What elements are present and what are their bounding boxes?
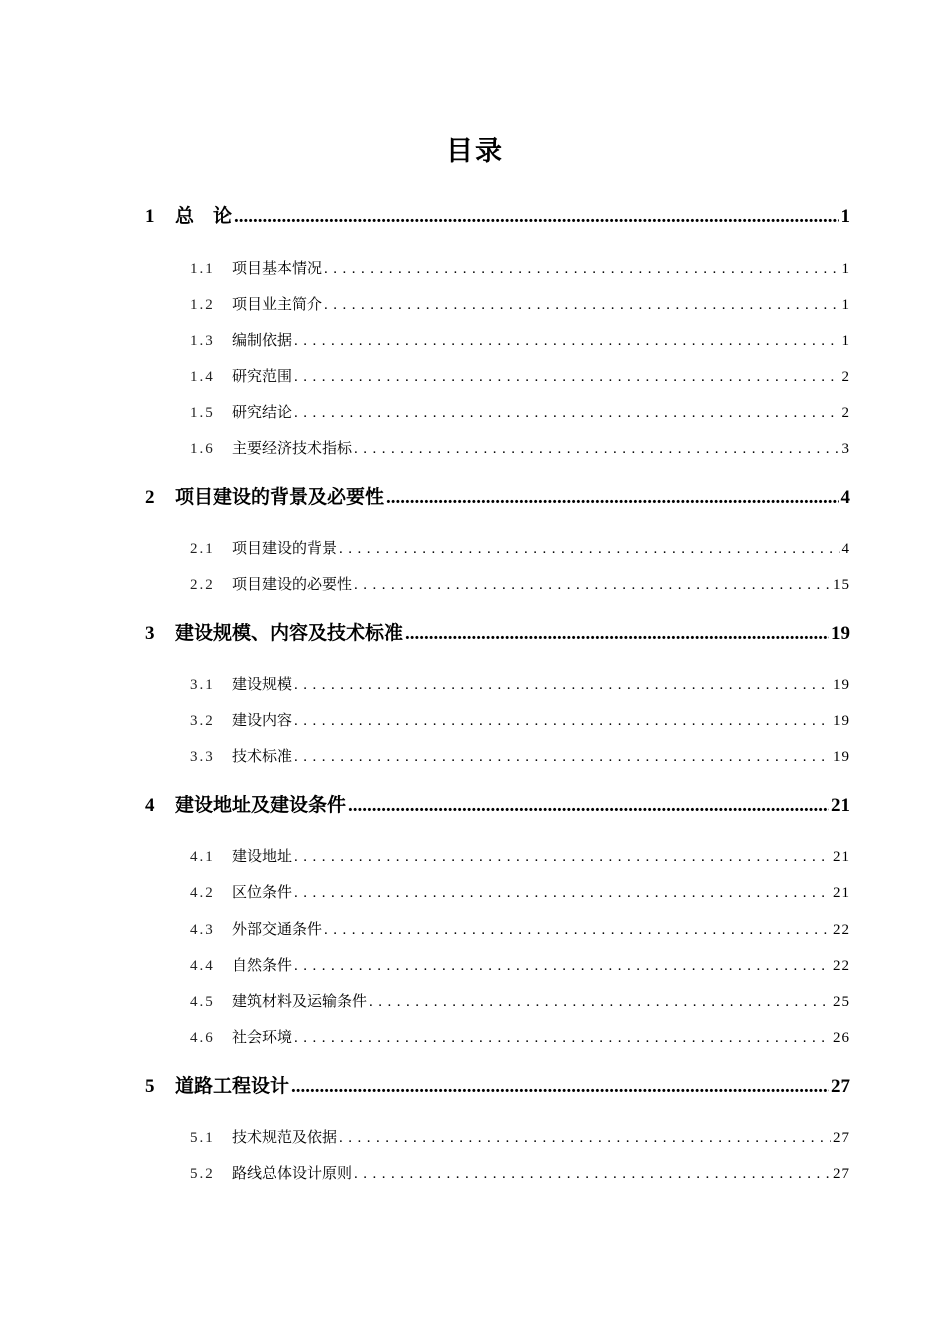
toc-number: 3.3: [190, 749, 215, 765]
toc-label: 建设规模: [232, 675, 293, 693]
toc-page: 21: [833, 885, 850, 901]
toc-number: 4.2: [190, 885, 215, 901]
toc-label: 项目建设的必要性: [232, 575, 353, 593]
toc-number: 1.5: [190, 405, 215, 421]
toc-section[interactable]: [190, 953, 850, 977]
toc-leader: [348, 791, 829, 821]
toc-label: 建设规模、内容及技术标准: [175, 622, 404, 644]
toc-section[interactable]: [190, 744, 850, 768]
toc-leader: [354, 573, 831, 597]
toc-label: 社会环境: [232, 1028, 293, 1046]
toc-label: 道路工程设计: [175, 1075, 290, 1097]
toc-page: 22: [833, 958, 850, 974]
toc-number: 5.2: [190, 1166, 215, 1182]
toc-leader: [324, 918, 831, 942]
toc-label: 主要经济技术指标: [232, 439, 353, 457]
toc-page: 25: [833, 994, 850, 1010]
toc-number: 4.3: [190, 922, 215, 938]
toc-label: 建设地址: [232, 847, 293, 865]
toc-section[interactable]: [190, 436, 850, 460]
toc-label: 建设内容: [232, 711, 293, 729]
toc-label: 项目建设的背景及必要性: [175, 486, 385, 508]
toc-section[interactable]: [190, 1161, 850, 1185]
toc-number: 1.1: [190, 261, 215, 277]
toc-leader: [294, 1026, 831, 1050]
toc-label: 总 论: [175, 205, 233, 227]
toc-section[interactable]: [190, 880, 850, 904]
toc-label: 编制依据: [232, 331, 293, 349]
toc-section[interactable]: [190, 1025, 850, 1049]
toc-page: 21: [831, 795, 850, 816]
toc-label: 技术规范及依据: [232, 1128, 338, 1146]
toc-page: 2: [841, 405, 850, 421]
toc-number: 4: [145, 795, 155, 816]
toc-section[interactable]: [190, 536, 850, 560]
toc-number: 1.2: [190, 297, 215, 313]
toc-section[interactable]: [190, 672, 850, 696]
toc-chapter[interactable]: [145, 482, 850, 512]
toc-number: 3: [145, 623, 155, 644]
toc-number: 4.1: [190, 849, 215, 865]
toc-label: 建设地址及建设条件: [175, 794, 347, 816]
toc-leader: [294, 954, 831, 978]
toc-leader: [354, 1162, 831, 1186]
toc-page: 19: [833, 677, 850, 693]
toc-section[interactable]: [190, 292, 850, 316]
toc-label: 项目建设的背景: [232, 539, 338, 557]
toc-number: 3.2: [190, 713, 215, 729]
toc-label: 自然条件: [232, 956, 293, 974]
toc-leader: [354, 437, 839, 461]
toc-page: 19: [831, 623, 850, 644]
toc-page: 15: [833, 577, 850, 593]
toc-number: 1.6: [190, 441, 215, 457]
toc-page: 1: [841, 297, 850, 313]
toc-number: 2.2: [190, 577, 215, 593]
toc-leader: [294, 329, 839, 353]
toc-leader: [294, 365, 839, 389]
toc-section[interactable]: [190, 400, 850, 424]
toc-chapter[interactable]: [145, 1071, 850, 1101]
toc-page: 19: [833, 713, 850, 729]
toc-leader: [339, 1126, 831, 1150]
toc-page: 27: [833, 1166, 850, 1182]
toc-number: 5.1: [190, 1130, 215, 1146]
toc-leader: [405, 619, 829, 649]
toc-chapter[interactable]: [145, 618, 850, 648]
toc-page: 27: [833, 1130, 850, 1146]
toc-label: 建筑材料及运输条件: [232, 992, 368, 1010]
toc-number: 4.4: [190, 958, 215, 974]
toc-label: 项目业主简介: [232, 295, 323, 313]
toc-label: 技术标准: [232, 747, 293, 765]
toc-number: 1: [145, 206, 155, 227]
toc-leader: [294, 709, 831, 733]
toc-label: 研究范围: [232, 367, 293, 385]
toc-number: 1.3: [190, 333, 215, 349]
toc-number: 5: [145, 1076, 155, 1097]
toc-leader: [234, 202, 838, 232]
toc-leader: [386, 483, 838, 513]
toc-page: 21: [833, 849, 850, 865]
toc-section[interactable]: [190, 572, 850, 596]
toc-page: 1: [841, 333, 850, 349]
page-title: 目录: [446, 136, 504, 167]
toc-page: 4: [841, 541, 850, 557]
toc-leader: [294, 673, 831, 697]
toc-label: 区位条件: [232, 883, 293, 901]
toc-leader: [369, 990, 831, 1014]
toc-section[interactable]: [190, 256, 850, 280]
toc-leader: [294, 845, 831, 869]
toc-section[interactable]: [190, 1125, 850, 1149]
toc-page: 26: [833, 1030, 850, 1046]
toc-leader: [294, 881, 831, 905]
toc-leader: [291, 1072, 829, 1102]
toc-section[interactable]: [190, 328, 850, 352]
toc-page: 2: [841, 369, 850, 385]
toc-number: 4.6: [190, 1030, 215, 1046]
toc-number: 2.1: [190, 541, 215, 557]
toc-page: 22: [833, 922, 850, 938]
toc-number: 4.5: [190, 994, 215, 1010]
toc-label: 项目基本情况: [232, 259, 323, 277]
toc-chapter[interactable]: [145, 790, 850, 820]
toc-number: 3.1: [190, 677, 215, 693]
toc-page: 4: [840, 487, 850, 508]
toc-label: 路线总体设计原则: [232, 1164, 353, 1182]
toc-section[interactable]: [190, 708, 850, 732]
toc-leader: [324, 293, 839, 317]
toc-label: 外部交通条件: [232, 920, 323, 938]
toc-leader: [294, 401, 839, 425]
toc-section[interactable]: [190, 917, 850, 941]
toc-page: 19: [833, 749, 850, 765]
toc-page: 27: [831, 1076, 850, 1097]
toc-chapter[interactable]: [145, 201, 850, 231]
toc-leader: [294, 745, 831, 769]
toc-number: 2: [145, 487, 155, 508]
toc-page: 3: [841, 441, 850, 457]
toc-section[interactable]: [190, 844, 850, 868]
toc-leader: [324, 257, 839, 281]
toc-label: 研究结论: [232, 403, 293, 421]
toc-page: 1: [841, 261, 850, 277]
toc-section[interactable]: [190, 364, 850, 388]
toc-number: 1.4: [190, 369, 215, 385]
toc-section[interactable]: [190, 989, 850, 1013]
toc-leader: [339, 537, 839, 561]
toc-page: 1: [840, 206, 850, 227]
